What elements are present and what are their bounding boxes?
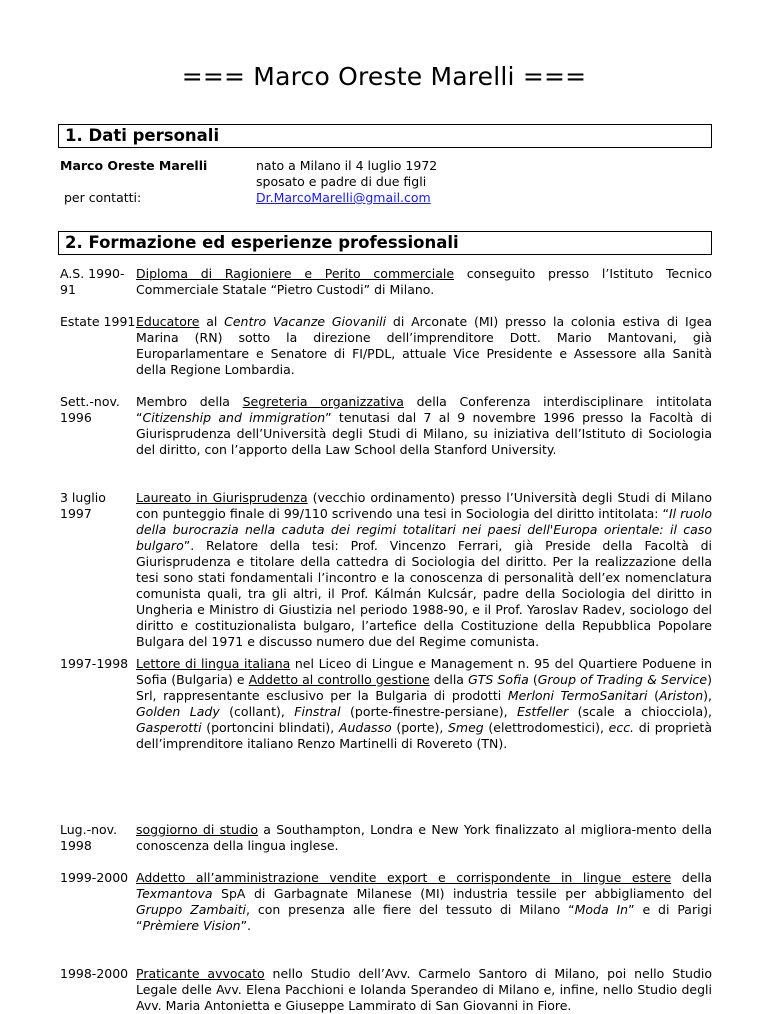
entry-date: 1999-2000 — [60, 870, 129, 885]
entry-text-part: a Southampton, Londra e New York finalizzato al migliora-mento della conoscenza della lingua inglese. — [136, 822, 712, 853]
entry-emphasis: Ariston — [658, 688, 704, 703]
entry-text-part: ”. Relatore della tesi: Prof. Vincenzo Ferrari, già Preside della Facoltà di Giurisprudenza e titolare della cattedra di Sociologia del diritto. Per la realizzazione della tesi sono stati fondamentali l’incontro e la conoscenza di personalità dell’ex nomenclatura comunista quali, tra gli altri, il Prof. Kálmán Kulcsár, padre della Sociologia del diritto in Ungheria e Ministro di Giustizia nel periodo 1988-90, e il Prof. Yaroslav Radev, sociologo del diritto e costituzionalista bulgaro, l’artefice della Costituzione della Repubblica Popolare Bulgara del 1971 e discusso numero due del Regime comunista. — [136, 538, 712, 649]
person-name: Marco Oreste Marelli — [60, 158, 208, 173]
entry-text — [136, 822, 712, 854]
entry-text-part: SpA di Garbagnate Milanese (MI) industria tessile per abbigliamento del — [212, 886, 712, 901]
entry-emphasis: Il ruolo della burocrazia nella caduta dei regimi totalitari nei paesi dell'Europa orientale: il caso bulgaro — [136, 506, 712, 553]
section-heading-box — [58, 124, 712, 148]
entry-emphasis: Gasperotti — [136, 720, 202, 735]
entry-text-part: della — [671, 870, 712, 885]
entry-date: Estate 1991 — [60, 314, 136, 329]
entry-emphasis: Smeg — [448, 720, 484, 735]
entry-text-part: (vecchio ordinamento) presso l’Università degli Studi di Milano con punteggio finale di 99/110 scrivendo una tesi in Sociologia del diritto intitolata: “ — [136, 490, 713, 521]
entry-text — [136, 490, 712, 650]
entry-text-part: ( — [647, 688, 659, 703]
entry-emphasis: Audasso — [338, 720, 392, 735]
entry-text-part: ” e di Parigi “ — [136, 902, 712, 933]
entry-text-part: di proprietà dell’imprenditore italiano Renzo Martinelli di Rovereto (TN). — [136, 720, 712, 751]
entry-text-part: della Conferenza interdisciplinare intitolata “ — [136, 394, 712, 425]
entry-emphasis: Merloni TermoSanitari — [507, 688, 648, 703]
entry-text-part: ) Srl, rappresentante esclusivo per la Bulgaria di prodotti — [136, 672, 712, 703]
section-heading-training: 2. Formazione ed esperienze professionali — [65, 233, 459, 252]
entry-text-part: nel Liceo di Lingue e Management n. 95 del Quartiere Poduene in Sofia (Bulgaria) e — [136, 656, 713, 687]
section-heading-personal: 1. Dati personali — [65, 126, 220, 145]
entry-emphasis: Moda In — [574, 902, 629, 917]
entry-text-part: (porte), — [391, 720, 448, 735]
entry-text — [136, 656, 712, 752]
entry-text-part: , con presenza alle fiere del tessuto di Milano “ — [245, 902, 575, 917]
entry-emphasis: Texmantova — [136, 886, 213, 901]
entry-emphasis: Group of Trading & Service — [537, 672, 708, 687]
entry-text-part: (collant), — [219, 704, 295, 719]
entry-text-part: (elettrodomestici), — [483, 720, 609, 735]
entry-text-part: conseguito presso l’Istituto Tecnico Commerciale Statale “Pietro Custodi” di Milano. — [136, 266, 712, 297]
entry-text-part: ” tenutasi dal 7 al 9 novembre 1996 presso la Facoltà di Giurisprudenza dell’Università degli Studi di Milano, su iniziativa dell’Istituto di Sociologia del diritto, con l’apporto della Law School della Stanford University. — [136, 410, 712, 457]
entry-role: Diploma di Ragioniere e Perito commerciale — [136, 266, 455, 281]
entry-text-part: (porte-finestre-persiane), — [340, 704, 517, 719]
contact-label: per contatti: — [64, 190, 142, 205]
entry-role: Segreteria organizzativa — [242, 394, 404, 409]
entry-emphasis: Gruppo Zambaiti — [136, 902, 246, 917]
entry-date: 1998-2000 — [60, 966, 129, 981]
entry-role: Educatore — [136, 314, 200, 329]
entry-text — [136, 266, 712, 298]
entry-text — [136, 966, 712, 1014]
entry-emphasis: Centro Vacanze Giovanili — [224, 314, 387, 329]
entry-date: Lug.-nov. 1998 — [60, 822, 118, 853]
entry-role: Lettore di lingua italiana — [136, 656, 291, 671]
entry-role: Addetto all’amministrazione vendite export e corrispondente in lingue estere — [136, 870, 672, 885]
entry-emphasis: Golden Lady — [136, 704, 220, 719]
entry-emphasis: GTS Sofia — [468, 672, 529, 687]
entry-role: Praticante avvocato — [136, 966, 265, 981]
entry-text-part: al — [199, 314, 225, 329]
entry-role: Addetto al controllo gestione — [248, 672, 430, 687]
entry-text — [136, 394, 712, 458]
section-heading-box — [58, 231, 712, 255]
entry-role: soggiorno di studio — [136, 822, 259, 837]
birth-info: nato a Milano il 4 luglio 1972 — [256, 158, 438, 173]
document-title: === Marco Oreste Marelli === — [181, 62, 587, 91]
entry-text-part: della — [429, 672, 469, 687]
entry-role: Laureato in Giurisprudenza — [136, 490, 308, 505]
entry-date: 3 luglio 1997 — [60, 490, 106, 521]
entry-date: 1997-1998 — [60, 656, 129, 671]
entry-date: Sett.-nov. 1996 — [60, 394, 120, 425]
entry-text — [136, 870, 712, 934]
entry-emphasis: ecc. — [608, 720, 635, 735]
entry-text-part: ”. — [240, 918, 252, 933]
entry-text-part: ( — [528, 672, 538, 687]
entry-text-part: Membro della — [136, 394, 243, 409]
email-link[interactable]: Dr.MarcoMarelli@gmail.com — [256, 190, 431, 205]
entry-text-part: (portoncini blindati), — [201, 720, 339, 735]
family-info: sposato e padre di due figli — [256, 174, 427, 189]
entry-date: A.S. 1990-91 — [60, 266, 125, 297]
entry-text-part: (scale a chiocciola), — [568, 704, 712, 719]
entry-emphasis: Estfeller — [516, 704, 569, 719]
entry-text — [136, 314, 712, 378]
entry-text-part: nello Studio dell’Avv. Carmelo Santoro di Milano, poi nello Studio Legale delle Avv. Elena Pacchioni e Iolanda Sperandeo di Milano e, infine, nello Studio degli Avv. Maria Antonietta e Giuseppe Lammirato di San Giovanni in Fiore. — [136, 966, 713, 1013]
entry-emphasis: Prèmiere Vision — [142, 918, 241, 933]
entry-text-part: ), — [703, 688, 712, 703]
entry-emphasis: Finstral — [294, 704, 341, 719]
entry-emphasis: Citizenship and immigration — [142, 410, 326, 425]
entry-text-part: di Arconate (MI) presso la colonia estiva di Igea Marina (RN) sotto la direzione dell’imprenditore Dott. Mario Mantovani, già Europarlamentare e Senatore di FI/PDL, attuale Vice Presidente e Assessore alla Sanità della Regione Lombardia. — [136, 314, 712, 377]
personal-info — [256, 158, 437, 206]
